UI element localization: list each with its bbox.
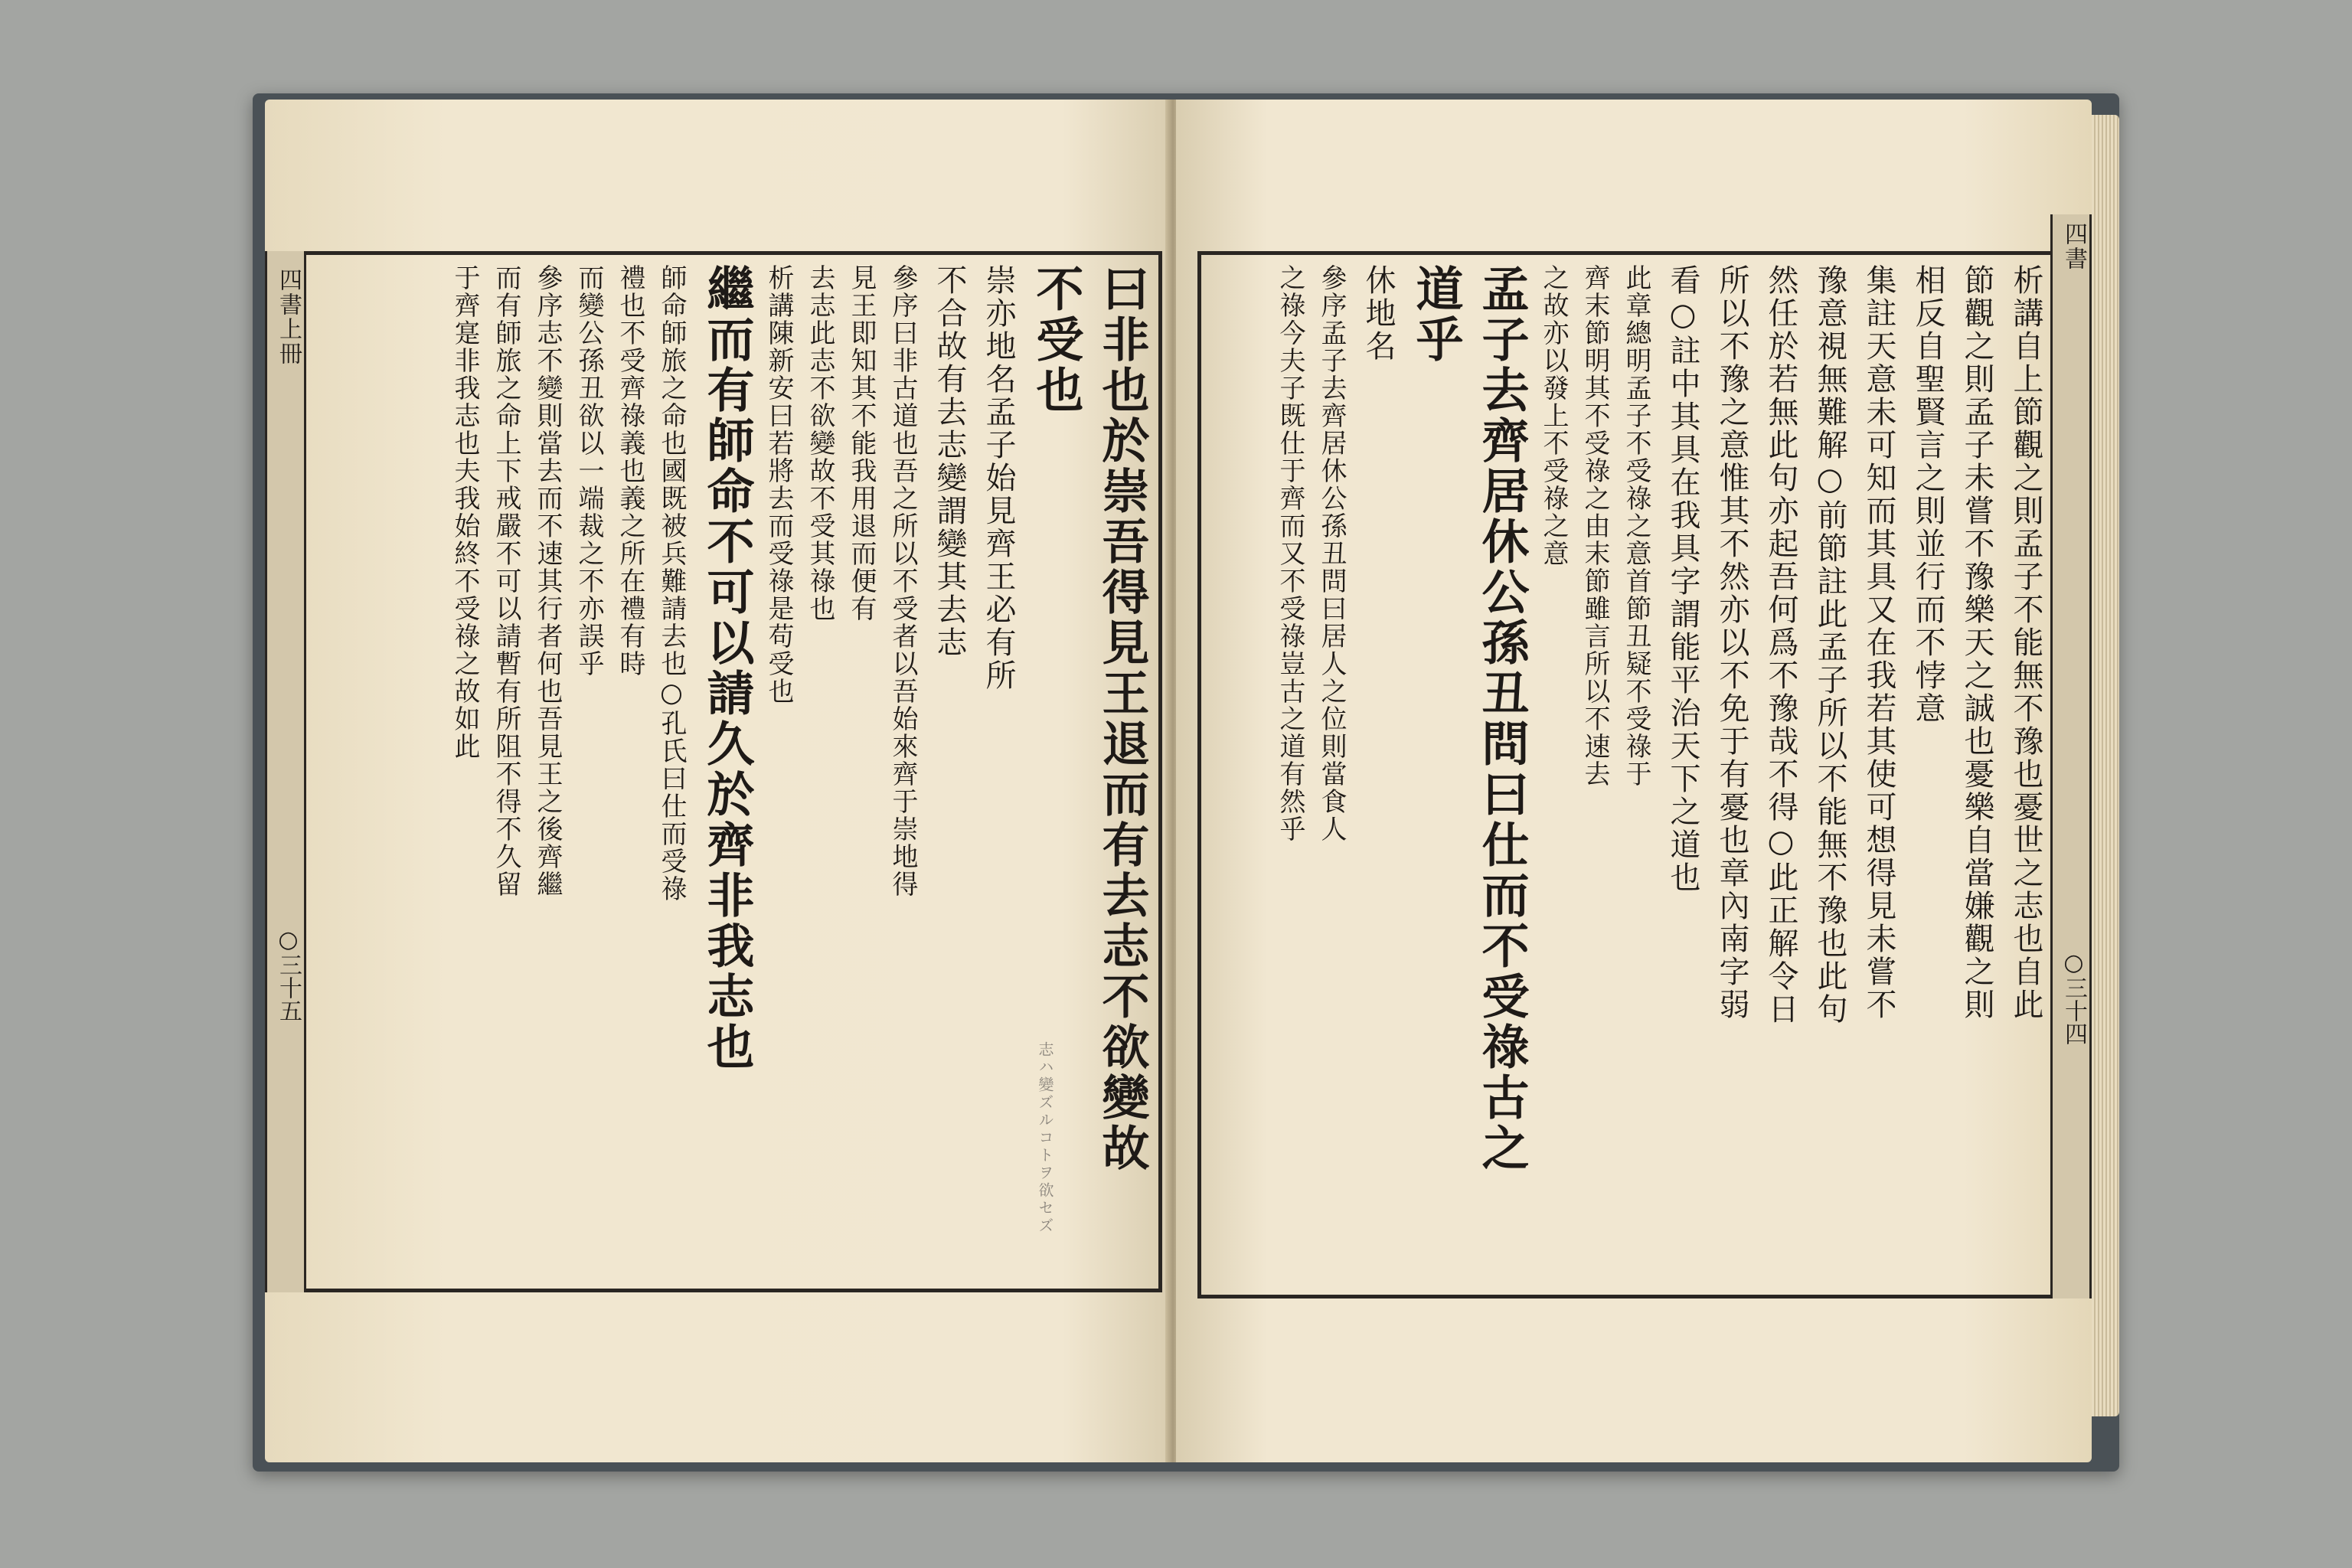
pencil-annotation: 志ハ變ズルコトヲ欲セズ xyxy=(1036,1041,1054,1235)
right-page-number: ○三十四 xyxy=(2060,949,2087,1045)
left-page-column: 不合故有去志變謂變其去志 xyxy=(932,264,967,659)
left-page-column: 師命師旅之命也國既被兵難請去也○孔氏曰仕而受祿 xyxy=(656,264,687,903)
right-page-column: 此章總明孟子不受祿之意首節丑疑不受祿于 xyxy=(1621,264,1651,788)
left-page-column: 崇亦地名孟子始見齊王必有所 xyxy=(981,264,1016,692)
right-page-column: 孟子去齊居休公孫丑問曰仕而不受祿古之 xyxy=(1474,264,1530,1174)
right-page-column: 之祿今夫子既仕于齊而又不受祿豈古之道有然乎 xyxy=(1275,264,1305,843)
page-edges xyxy=(2092,115,2119,1416)
left-text-area xyxy=(318,264,1152,1282)
left-page-column: 不受也 xyxy=(1028,264,1084,416)
right-page xyxy=(1176,100,2092,1462)
right-page-column: 節觀之則孟子未嘗不豫樂天之誠也憂樂自當嫌觀之則 xyxy=(1959,264,1994,1021)
right-page-column: 休地名 xyxy=(1361,264,1396,363)
right-page-column: 之故亦以發上不受祿之意 xyxy=(1538,264,1569,567)
left-page-column: 禮也不受齊祿義也義之所在禮有時 xyxy=(615,264,645,678)
left-page-column: 而有師旅之命上下戒嚴不可以請暫有所阻不得不久留 xyxy=(491,264,521,898)
right-page-column: 相反自聖賢言之則並行而不悖意 xyxy=(1910,264,1945,725)
left-page xyxy=(265,100,1171,1462)
left-page-margin xyxy=(265,251,306,1292)
left-page-column: 繼而有師命不可以請久於齊非我志也 xyxy=(699,264,755,1073)
left-margin-label: 四書上冊 xyxy=(275,268,302,366)
left-page-column: 而變公孫丑欲以一端裁之不亦誤乎 xyxy=(573,264,604,678)
right-page-column: 所以不豫之意惟其不然亦以不免于有憂也章內南字弱 xyxy=(1714,264,1749,1021)
right-header-label: 四書 xyxy=(2060,222,2087,271)
right-page-column: 參序孟子去齊居休公孫丑問曰居人之位則當食人 xyxy=(1316,264,1347,843)
left-page-column: 析講陳新安曰若將去而受祿是苟受也 xyxy=(763,264,794,705)
right-page-column: 然任於若無此句亦起吾何爲不豫哉不得○此正解令日 xyxy=(1763,264,1798,1026)
right-page-column: 集註天意未可知而其具又在我若其使可想得見未嘗不 xyxy=(1861,264,1896,1021)
right-page-margin xyxy=(2050,214,2092,1298)
left-page-column: 去志此志不欲變故不受其祿也 xyxy=(805,264,835,622)
left-page-column: 參序曰非古道也吾之所以不受者以吾始來齊于崇地得 xyxy=(887,264,918,898)
right-page-column: 齊末節明其不受祿之由末節雖言所以不速去 xyxy=(1579,264,1610,788)
left-page-column: 于齊寔非我志也夫我始終不受祿之故如此 xyxy=(449,264,480,760)
right-page-column: 看○註中其具在我具字謂能平治天下之道也 xyxy=(1665,264,1700,894)
left-page-column: 參序志不變則當去而不速其行者何也吾見王之後齊繼 xyxy=(532,264,563,898)
right-page-column: 豫意視無難解○前節註此孟子所以不能無不豫也此句 xyxy=(1812,264,1847,1026)
left-page-column: 曰非也於崇吾得見王退而有去志不欲變故 xyxy=(1094,264,1150,1174)
right-text-area xyxy=(1214,264,2047,1290)
right-page-column: 道乎 xyxy=(1408,264,1464,365)
left-page-column: 見王即知其不能我用退而便有 xyxy=(846,264,877,622)
right-page-column: 析講自上節觀之則孟子不能無不豫也憂世之志也自此 xyxy=(2008,264,2043,1021)
left-page-number: ○三十五 xyxy=(275,926,302,1022)
